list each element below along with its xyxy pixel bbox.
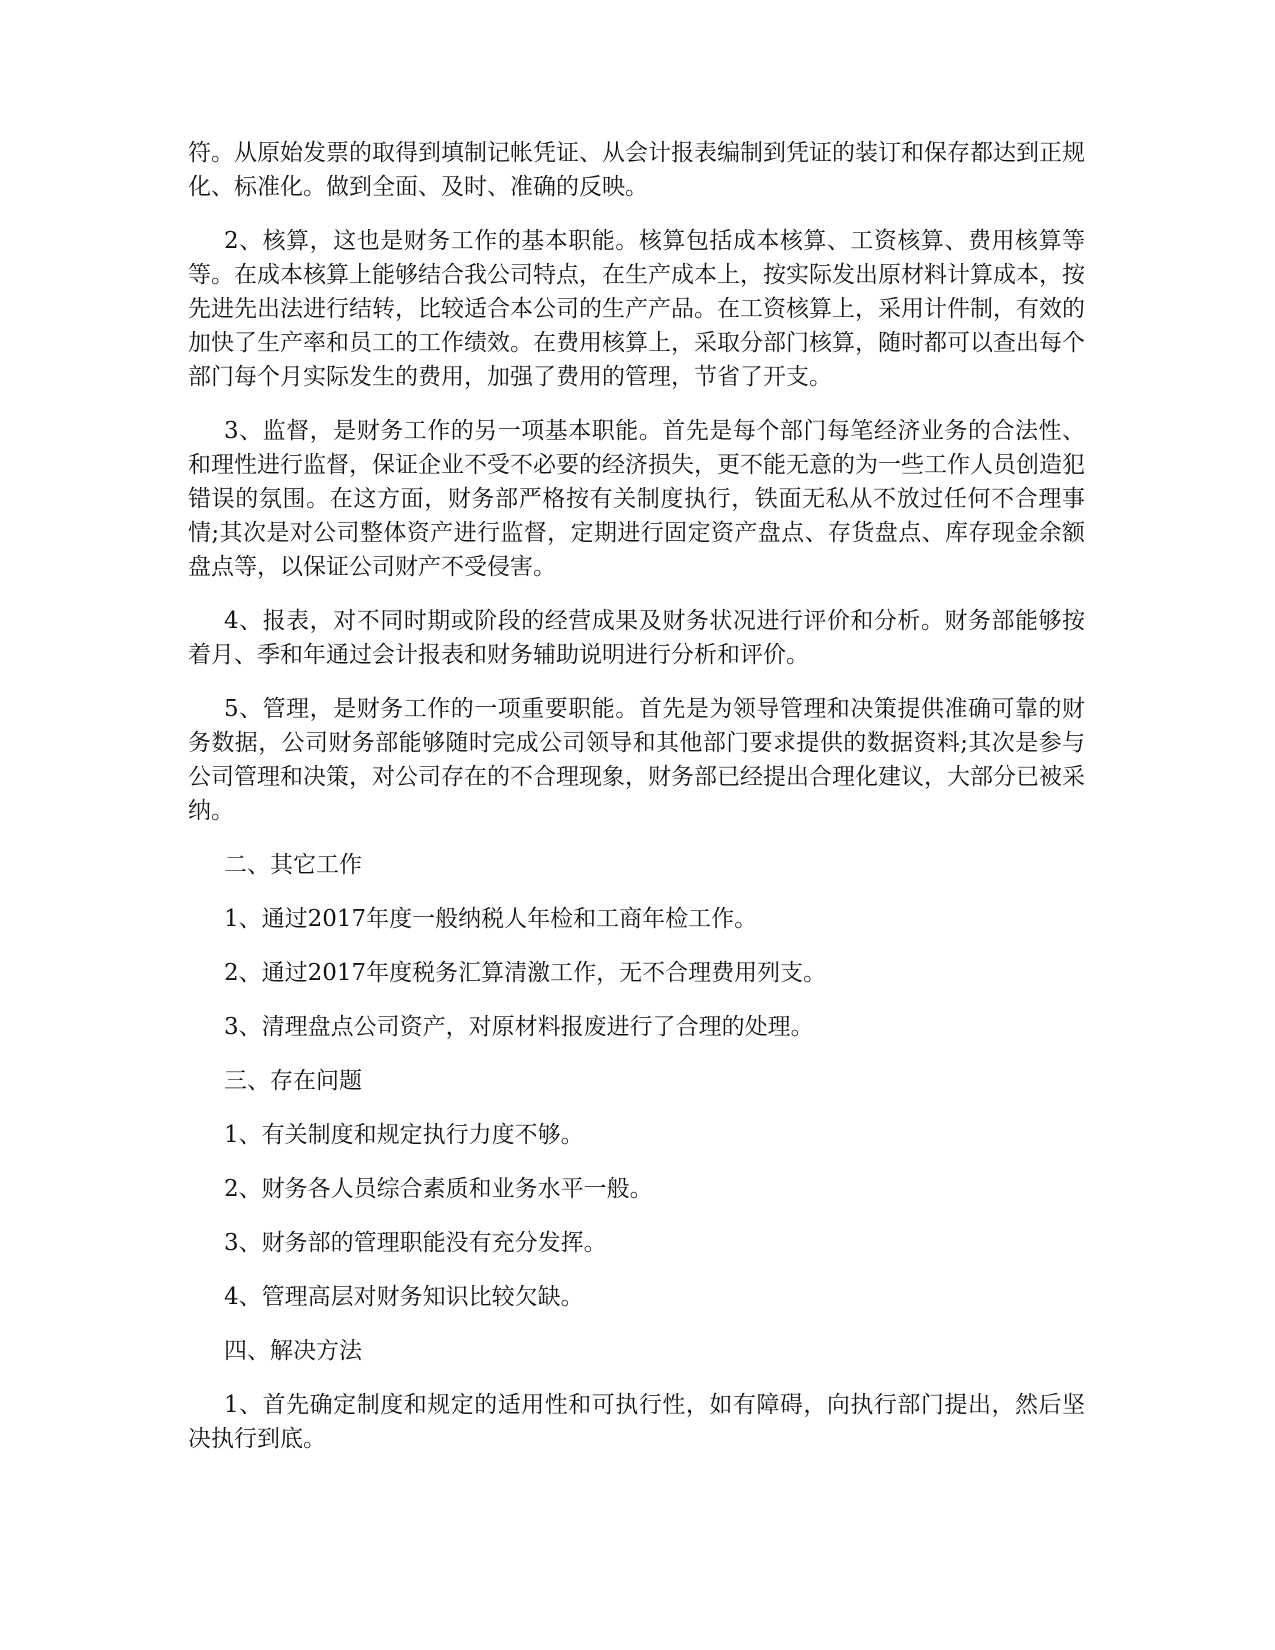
paragraph-supervision: 3、监督，是财务工作的另一项基本职能。首先是每个部门每笔经济业务的合法性、和理性进行监督，保证企业不受不必要的经济损失，更不能无意的为一些工作人员创造犯错误的氛围。在这方面，财务部严格按有关制度执行，铁面无私从不放过任何不合理事情;其次是对公司整体资产进行监督，定期进行固定资产盘点、存货盘点、库存现金余额盘点等，以保证公司财产不受侵害。 [188, 418, 1085, 580]
list-item-problem-4: 4、管理高层对财务知识比较欠缺。 [224, 1284, 584, 1310]
list-item-other-work-3: 3、清理盘点公司资产，对原材料报废进行了合理的处理。 [224, 1014, 814, 1040]
paragraph-reports: 4、报表，对不同时期或阶段的经营成果及财务状况进行评价和分析。财务部能够按着月、季和年通过会计报表和财务辅助说明进行分析和评价。 [188, 608, 1085, 668]
section-heading-solutions: 四、解决方法 [224, 1338, 362, 1364]
list-item-solution-1: 1、首先确定制度和规定的适用性和可执行性，如有障碍，向执行部门提出，然后坚决执行到底。 [188, 1392, 1085, 1452]
list-item-other-work-1: 1、通过2017年度一般纳税人年检和工商年检工作。 [224, 906, 758, 932]
paragraph-continuation: 符。从原始发票的取得到填制记帐凭证、从会计报表编制到凭证的装订和保存都达到正规化、标准化。做到全面、及时、准确的反映。 [188, 140, 1085, 200]
list-item-other-work-2: 2、通过2017年度税务汇算清激工作，无不合理费用列支。 [224, 960, 827, 986]
list-item-problem-2: 2、财务各人员综合素质和业务水平一般。 [224, 1176, 653, 1202]
list-item-problem-1: 1、有关制度和规定执行力度不够。 [224, 1122, 584, 1148]
document-body [188, 136, 1085, 1476]
section-heading-other-work: 二、其它工作 [224, 852, 362, 878]
list-item-problem-3: 3、财务部的管理职能没有充分发挥。 [224, 1230, 607, 1256]
section-heading-problems: 三、存在问题 [224, 1068, 362, 1094]
paragraph-management: 5、管理，是财务工作的一项重要职能。首先是为领导管理和决策提供准确可靠的财务数据，公司财务部能够随时完成公司领导和其他部门要求提供的数据资料;其次是参与公司管理和决策，对公司存在的不合理现象，财务部已经提出合理化建议，大部分已被采纳。 [188, 696, 1085, 824]
paragraph-accounting: 2、核算，这也是财务工作的基本职能。核算包括成本核算、工资核算、费用核算等等。在成本核算上能够结合我公司特点，在生产成本上，按实际发出原材料计算成本，按先进先出法进行结转，比较适合本公司的生产产品。在工资核算上，采用计件制，有效的加快了生产率和员工的工作绩效。在费用核算上，采取分部门核算，随时都可以查出每个部门每个月实际发生的费用，加强了费用的管理，节省了开支。 [188, 228, 1085, 390]
